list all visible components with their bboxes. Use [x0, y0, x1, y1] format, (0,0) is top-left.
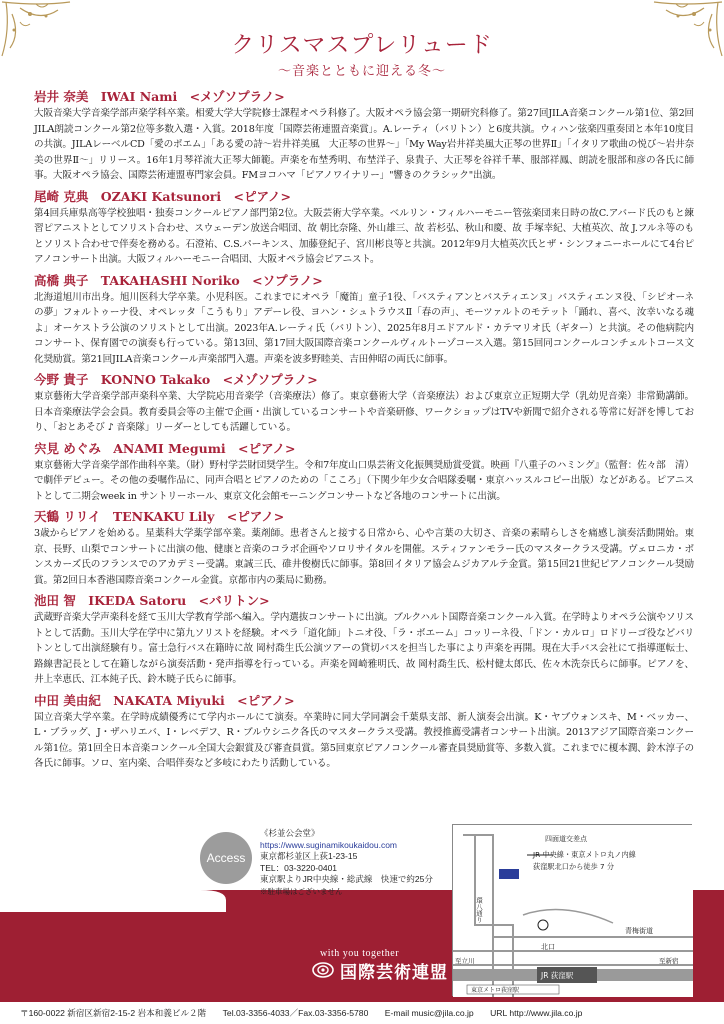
bio-text: 東京藝術大学音楽学部声楽科卒業、大学院応用音楽学（音楽療法）修了。東京藝術大学（音楽療法）および東京立正短期大学（乳幼児音楽）非常勤講師。日本音楽療法学会会員。教育委員会等の主催で企画・出演しているコンサートや音楽研修、ワークショップはTVや新聞で紹介される等常に好評を博しており、「おとあそび ♪ 音楽隊」リーダーとしても活躍している。 — [34, 391, 694, 433]
bio-name-jp: 宍見 めぐみ — [34, 440, 101, 456]
bio-text: 大阪音楽大学音楽学部声楽学科卒業。相愛大学大学院修士課程オペラ科修了。大阪オペラ協会第一期研究科修了。第27回JILA音楽コンクール第1位、第2回JILA朗読コンクール第2位等多数入選・入賞。2018年度「国際芸術連盟音楽賞」。A.レーティ（バリトン）と6度共演。ウィハン弦楽四重奏団と本年10度目の共演。JILAレーベルCD「愛のポエム」「ある愛の詩〜岩井祥美風 大正琴の世界〜」「My Way岩井祥美風大正琴の世界Ⅱ」「イタリア歌曲の悦び〜岩井奈美の世界Ⅱ〜」リリース。16年1月琴祥流大正琴大師範。声楽を布埜秀明、布埜洋子、泉貴子、大正琴を谷祥千華、服部祥鳳、朗読を服部和彦の各氏に師事。大阪オペラ協会、国際芸術連盟専門家会員。FMヨコハマ「ピアノワイナリー」"響きのクラシック"出演。 — [34, 108, 694, 181]
bio-anami — [34, 440, 694, 505]
bio-tenkaku — [34, 508, 694, 588]
bio-heading — [34, 88, 694, 106]
bio-iwai — [34, 88, 694, 184]
venue-name: 《杉並公会堂》 — [260, 828, 320, 838]
bio-name-en: IWAI Nami — [100, 89, 178, 104]
bio-heading — [34, 440, 694, 458]
footer-postal: 〒160-0022 新宿区新宿2-15-2 岩本和義ビル２階 — [20, 1008, 207, 1018]
bio-ikeda — [34, 592, 694, 688]
bio-takahashi — [34, 272, 694, 368]
page-subtitle: 〜音楽とともに迎える冬〜 — [277, 64, 446, 79]
bio-role: <ピアノ> — [238, 440, 296, 456]
map-road-ome: 青梅街道 — [625, 927, 653, 935]
bio-text: 武蔵野音楽大学声楽科を経て玉川大学教育学部へ編入。学内選抜コンサートに出演。ブルクハルト国際音楽コンクール入賞。在学時よりオペラ公演やソリストとして活動。玉川大学在学中に第九ソリストを経験。オペラ「道化師」トニオ役、「ラ・ボエーム」コッリーネ役、「ドン・カルロ」ロドリーゴ役などバリトンとして出演経験有り。富士急行バス在籍時に故 岡村喬生氏公演ツアーの貸切バスを担当した事により声楽を再開。現在大手バス会社にて指導運転士、路線書記長として在籍しながら演奏活動・発声指導を行っている。声楽を岡崎雅明氏、故 岡村喬生氏、松村健太郎氏、佐々木洗奈氏らに師事。ピアノを、井上幸恵氏、江本純子氏、鈴木暁子氏らに師事。 — [34, 612, 694, 685]
map-line-note: JR 中央線・東京メトロ丸ノ内線 — [533, 850, 636, 859]
bio-text: 北海道旭川市出身。旭川医科大学卒業。小児科医。これまでにオペラ「魔笛」童子1役、「バスティアンとバスティエンヌ」バスティエンヌ役、「シピオーネの夢」フォルトゥーナ役、オペレッタ「こうもり」アデーレ役、ヨハン・シュトラウスⅡ「春の声」、モーツァルトのモテット「踊れ、喜べ、汝幸いなる魂よ」オーケストラ公演のソリストとして出演。2023年A.レーティ氏（バリトン）、2025年8月エドアルド・カテマリオ氏（ギター）と共演。その他病院内コンサート、保育園での演奏も行っている。第13回、第17回大阪国際音楽コンクールヴィルトーゾコース入選。第15回同コンクールコンチェルトコース文化奨励賞。第21回JILA音楽コンクール声楽部門入選。声楽を波多野睦美、吉田伸昭の両氏に師事。 — [34, 291, 694, 365]
map-exit-note: 荻窪駅北口から徒歩 7 分 — [533, 862, 615, 871]
bio-role: <メゾソプラノ> — [222, 372, 318, 387]
bio-role: <バリトン> — [198, 593, 270, 608]
org-logo-icon — [312, 962, 334, 978]
footer-contact — [0, 1002, 724, 1024]
map-road-kanpachi: 環八通り — [475, 897, 483, 923]
org-name: 国際芸術連盟 — [340, 963, 448, 983]
bio-name-en: TENKAKU Lily — [112, 509, 215, 524]
bio-heading — [34, 592, 694, 610]
parking-note: ※駐車場はございません — [260, 886, 343, 896]
bio-name-en: IKEDA Satoru — [88, 593, 187, 608]
venue-directions: 東京駅よりJR中央線・総武線 快速で約25分 — [260, 874, 433, 885]
bio-name-en: ANAMI Megumi — [113, 440, 226, 456]
bio-text: 3歳からピアノを始める。星薬科大学薬学部卒業。薬剤師。患者さんと接する日常から、心や言葉の大切さ、音楽の素晴らしさを痛感し演奏活動開始。東京、長野、山梨でコンサートに出演の他、健康と音楽のコラボ企画やソロリサイタルを開催。スティファンモラー氏のマスタークラス受講。ヴェロニカ・ボンスカーズ氏のフランスでのアカデミー受講。東誠三氏、碓井俊樹氏に師事。第8回イタリア協会ムジカアルテ金賞。第15回21世紀ピアノコンクール奨励賞。第2回日本香港国際音楽コンクール金賞。京都市内の薬局に勤務。 — [34, 528, 694, 586]
bio-role: <ソプラノ> — [252, 272, 323, 288]
bio-role: <メゾソプラノ> — [189, 89, 285, 104]
bio-ozaki — [34, 188, 694, 268]
header — [0, 0, 724, 92]
bio-name-en: OZAKI Katsunori — [100, 188, 222, 204]
bio-heading — [34, 371, 694, 389]
footer-email-link[interactable]: E-mail music@jila.co.jp — [384, 1008, 474, 1018]
bio-name-jp: 中田 美由紀 — [34, 692, 101, 708]
bio-konno — [34, 371, 694, 436]
bio-text: 国立音楽大学卒業。在学時成績優秀にて学内ホールにて演奏。卒業時に同大学同調会千葉県支部、新人演奏会出演。K・ヤブウォンスキ、M・ベッカー、L・ブラッグ、J・ザハリエバ、I・レベデフ、R・ブルウシニク各氏のマスタークラス受講。教授推薦受講者コンサート出演。2013アジア国際音楽コンクール第1位。第1回全日本音楽コンクール全国大会銀賞及び審査員賞。第5回東京ピアノコンクール審査員奨励賞等、多数入賞。これまでに榎本潤、鈴木淳子の各氏に師事。ソロ、室内楽、合唱伴奏など多岐にわたり活動している。 — [34, 711, 694, 769]
bio-role: <ピアノ> — [233, 188, 291, 204]
bio-nakata — [34, 692, 694, 772]
footer-tel: Tel.03-3356-4033／Fax.03-3356-5780 — [222, 1008, 369, 1018]
map-dir-left: 至立川 — [455, 957, 475, 965]
map-metro: 東京メトロ荻窪駅 — [471, 987, 520, 994]
map-dir-right: 至新宿 — [659, 957, 679, 965]
bio-heading — [34, 508, 694, 526]
map-north-exit: 北口 — [541, 943, 555, 951]
access-map — [452, 824, 692, 996]
bio-role: <ピアノ> — [237, 692, 295, 708]
map-drawing — [453, 825, 693, 997]
bio-heading — [34, 188, 694, 206]
page-title: クリスマスプレリュード — [231, 32, 493, 58]
bio-role: <ピアノ> — [226, 509, 285, 524]
bio-text: 第4回兵庫県高等学校独唱・独奏コンクールピアノ部門第2位。大阪芸術大学卒業。ベルリン・フィルハーモニー管弦楽団来日時の故C.アバード氏のもと練習ピアニストとしてソリスト合わせ、スウェーデン放送合唱団、故 朝比奈隆、外山雄三、故 若杉弘、秋山和慶、故 手塚幸紀、大植英次、故 J.フルネ等のもとソリスト合わせで伴奏を務める。石澄祐、C.S.パーキンス、加藤登紀子、宮川彬良等と共演。2012年9月大植英次氏とザ・シンフォニーホールにて4台ピアノコンサート出演。大阪フィルハーモニー合唱団、大阪オペラ協会ピアニスト。 — [34, 207, 694, 265]
bio-name-jp: 天鶴 リリイ — [34, 509, 101, 524]
bio-name-jp: 高橋 典子 — [34, 272, 89, 288]
access-info — [260, 828, 450, 898]
bio-name-jp: 池田 智 — [34, 593, 76, 608]
map-station: JR 荻窪駅 — [541, 971, 574, 980]
bio-heading — [34, 272, 694, 290]
access-badge: Access — [200, 832, 252, 884]
bio-name-en: NAKATA Miyuki — [113, 692, 225, 708]
bio-name-jp: 尾崎 克典 — [34, 188, 89, 204]
bio-name-jp: 岩井 奈美 — [34, 89, 89, 104]
bio-heading — [34, 692, 694, 710]
venue-marker-icon — [499, 869, 519, 879]
bio-name-en: TAKAHASHI Noriko — [100, 272, 240, 288]
bio-name-en: KONNO Takako — [100, 372, 211, 387]
venue-tel: TEL：03-3220-0401 — [260, 862, 338, 873]
footer-url-link[interactable]: URL http://www.jila.co.jp — [490, 1008, 583, 1018]
bio-text: 東京藝術大学音楽学部作曲科卒業。（財）野村学芸財団奨学生。令和7年度山口県芸術文化振興奨励賞受賞。映画『八重子のハミング』（監督：佐々部 清）で劇伴デビュー。その他の委嘱作品に、同声合唱とピアノのための「こころ」（下関少年少女合唱隊委嘱・東京ハッスルコピー出版）などがある。ピアニストとして二期会week in サントリーホール、東京文化会館モーニングコンサートなど各地のコンサートに出演。 — [34, 459, 694, 502]
bio-name-jp: 今野 貴子 — [34, 372, 89, 387]
performer-bios — [34, 88, 694, 776]
map-crossing: 四面道交差点 — [545, 835, 587, 843]
venue-address: 東京都杉並区上荻1-23-15 — [260, 851, 358, 862]
venue-url-link[interactable]: https://www.suginamikoukaidou.com — [260, 839, 398, 850]
tagline: with you together — [320, 948, 400, 959]
